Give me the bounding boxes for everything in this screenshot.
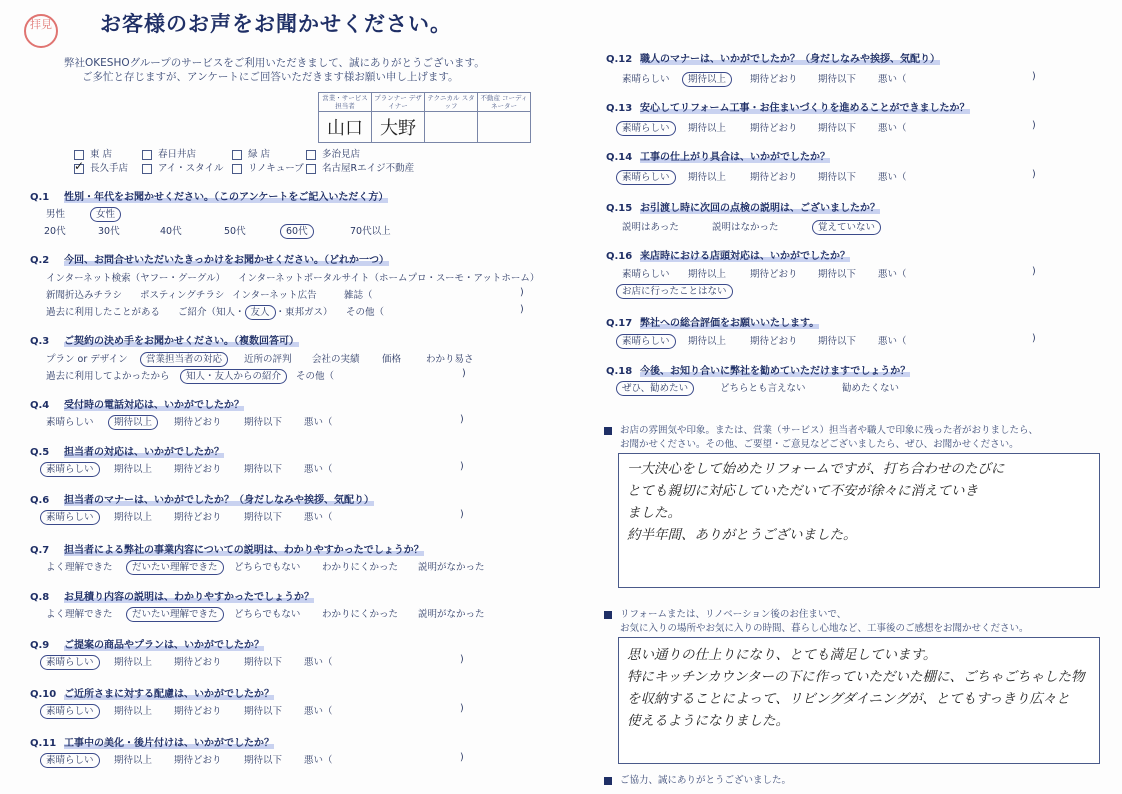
q4-option-2[interactable]: 期待どおり	[174, 417, 222, 428]
q17-close-paren: )	[1032, 333, 1036, 344]
q16-option-2[interactable]: 期待どおり	[750, 269, 798, 280]
q12-option-2[interactable]: 期待どおり	[750, 74, 798, 85]
q10-option-2[interactable]: 期待どおり	[174, 706, 222, 717]
q10-option-0[interactable]: 素晴らしい	[46, 703, 100, 717]
q3-option-5[interactable]: わかり易さ	[426, 354, 474, 365]
q3-close-paren: )	[462, 368, 466, 379]
q8-option-1[interactable]: だいたい理解できた	[132, 606, 224, 620]
staff-header-realestate: 不動産 コーディネーター	[478, 93, 531, 112]
q13-option-0[interactable]: 素晴らしい	[622, 120, 676, 134]
q16-option-4[interactable]: 悪い（	[878, 269, 907, 280]
q10-option-4[interactable]: 悪い（	[304, 706, 333, 717]
comment2-line: 特にキッチンカウンターの下に作っていただいた棚に、ごちゃごちゃした物	[627, 669, 1085, 685]
staff-technical-name[interactable]	[425, 112, 478, 143]
q4-option-3[interactable]: 期待以下	[244, 417, 283, 428]
age-option-4[interactable]: 60代	[286, 223, 314, 237]
question-q2: Q.2 今回、お問合せいただいたきっかけをお聞かせください。（どれか一つ）	[30, 255, 389, 266]
question-q1: Q.1 性別・年代をお聞かせください。（このアンケートをご記入いただく方）	[30, 192, 389, 203]
q3-option-4[interactable]: 価格	[382, 354, 402, 365]
comment1-prompt-1: お店の雰囲気や印象。または、営業（サービス）担当者や職人で印象に残った者がおりましたら、	[604, 422, 1038, 436]
comment1-line: とても親切に対応していただいて不安が徐々に消えていき	[627, 483, 978, 499]
q2-option-magazine[interactable]: 雑誌（	[344, 290, 373, 301]
q15-option-2[interactable]: 覚えていない	[818, 219, 881, 233]
q14-option-2[interactable]: 期待どおり	[750, 172, 798, 183]
comment2-line: を収納することによって、リビングダイニングが、とてもすっきり広々と	[627, 691, 1070, 707]
age-option-2[interactable]: 40代	[160, 226, 182, 237]
q7-option-3[interactable]: わかりにくかった	[322, 562, 399, 573]
staff-table	[318, 92, 531, 143]
q17-option-2[interactable]: 期待どおり	[750, 336, 798, 347]
page-title: お客様のお声をお聞かせください。	[100, 12, 452, 36]
q17-option-4[interactable]: 悪い（	[878, 336, 907, 347]
store-checkbox-5[interactable]: アイ・スタイル	[142, 160, 223, 174]
q14-option-1[interactable]: 期待以上	[688, 172, 727, 183]
q16-option-never-visited[interactable]: お店に行ったことはない	[622, 283, 733, 297]
staff-header-sales: 営業・サービス 担当者	[319, 93, 372, 112]
q16-close-paren: )	[1032, 266, 1036, 277]
q15-option-0[interactable]: 説明はあった	[622, 222, 679, 233]
comment1-line: 一大決心をして始めたリフォームですが、打ち合わせのたびに	[627, 461, 1005, 477]
q5-option-4[interactable]: 悪い（	[304, 464, 333, 475]
q5-option-3[interactable]: 期待以下	[244, 464, 283, 475]
comment2-line: 使えるようになりました。	[627, 713, 789, 729]
q14-option-0[interactable]: 素晴らしい	[622, 169, 676, 183]
q2-option-posting[interactable]: ポスティングチラシ	[140, 290, 225, 301]
q11-option-0[interactable]: 素晴らしい	[46, 752, 100, 766]
q4-option-1[interactable]: 期待以上	[114, 414, 158, 428]
q7-option-0[interactable]: よく理解できた	[46, 562, 113, 573]
q17-option-0[interactable]: 素晴らしい	[622, 333, 676, 347]
store-checkbox-6[interactable]: リノキューブ	[232, 160, 304, 174]
q11-option-3[interactable]: 期待以下	[244, 755, 283, 766]
staff-header-planner: プランナー デザイナー	[372, 93, 425, 112]
question-q14: Q.14 工事の仕上がり具合は、いかがでしたか？	[606, 152, 830, 163]
q5-option-1[interactable]: 期待以上	[114, 464, 153, 475]
q12-close-paren: )	[1032, 71, 1036, 82]
question-q8: Q.8 お見積り内容の説明は、わかりやすかったでしょうか？	[30, 592, 314, 603]
comment2-prompt-2: お気に入りの場所やお気に入りの時間、暮らし心地など、工事後のご感想をお聞かせください。	[620, 623, 1029, 634]
q6-close-paren: )	[460, 509, 464, 520]
question-q3: Q.3 ご契約の決め手をお聞かせください。（複数回答可）	[30, 336, 299, 347]
comment1-text	[619, 454, 1099, 550]
q4-option-4[interactable]: 悪い（	[304, 417, 333, 428]
q16-option-0[interactable]: 素晴らしい	[622, 269, 670, 280]
comment2-prompt-1: リフォームまたは、リノベーション後のお住まいで、	[604, 606, 846, 620]
checkbox-icon[interactable]	[232, 164, 242, 174]
store-checkbox-0[interactable]: 東 店	[74, 146, 112, 160]
checkbox-icon[interactable]	[306, 150, 316, 160]
question-q4: Q.4 受付時の電話対応は、いかがでしたか？	[30, 400, 244, 411]
q13-option-2[interactable]: 期待どおり	[750, 123, 798, 134]
question-q17: Q.17 弊社への総合評価をお願いいたします。	[606, 318, 820, 329]
q3-option-1[interactable]: 営業担当者の対応	[146, 351, 228, 365]
q16-option-3[interactable]: 期待以下	[818, 269, 857, 280]
q7-option-4[interactable]: 説明がなかった	[418, 562, 485, 573]
question-q13: Q.13 安心してリフォーム工事・お住まいづくりを進めることができましたか？	[606, 103, 970, 114]
question-q15: Q.15 お引渡し時に次回の点検の説明は、ございましたか？	[606, 203, 880, 214]
q2-option-referral[interactable]: ご紹介（知人・ 友人 ・東邦ガス）	[178, 307, 333, 318]
comment1-prompt-2: お聞かせください。その他、ご要望・ご意見などございましたら、ぜひ、お聞かせください。	[620, 439, 1019, 450]
q8-option-4[interactable]: 説明がなかった	[418, 609, 485, 620]
q2-option-portal[interactable]: インターネットポータルサイト（ホームプロ・スーモ・アットホーム）	[238, 273, 540, 284]
q13-close-paren: )	[1032, 120, 1036, 131]
q11-option-2[interactable]: 期待どおり	[174, 755, 222, 766]
staff-planner-name[interactable]: 大野	[372, 112, 425, 143]
q14-option-3[interactable]: 期待以下	[818, 172, 857, 183]
question-q16: Q.16 来店時における店頭対応は、いかがでしたか？	[606, 251, 850, 262]
age-option-1[interactable]: 30代	[98, 226, 120, 237]
q5-option-0[interactable]: 素晴らしい	[46, 461, 100, 475]
q15-option-1[interactable]: 説明はなかった	[712, 222, 779, 233]
q10-option-1[interactable]: 期待以上	[114, 706, 153, 717]
store-checkbox-4[interactable]: ✓長久手店	[74, 160, 128, 174]
approval-stamp: 拝見	[24, 14, 58, 48]
q3-option-2[interactable]: 近所の評判	[244, 354, 292, 365]
age-option-0[interactable]: 20代	[44, 226, 66, 237]
q9-option-4[interactable]: 悪い（	[304, 657, 333, 668]
comment1-box[interactable]	[618, 453, 1100, 588]
comment2-box[interactable]	[618, 637, 1100, 764]
q10-option-3[interactable]: 期待以下	[244, 706, 283, 717]
q3-option-past-good[interactable]: 過去に利用してよかったから	[46, 371, 170, 382]
question-q11: Q.11 工事中の美化・後片付けは、いかがでしたか？	[30, 738, 274, 749]
bullet-square-icon	[604, 611, 612, 619]
staff-header-technical: テクニカル スタッフ	[425, 93, 478, 112]
q16-option-1[interactable]: 期待以上	[688, 269, 727, 280]
question-q18: Q.18 今後、お知り合いに弊社を勧めていただけますでしょうか？	[606, 366, 911, 377]
q18-option-2[interactable]: 勧めたくない	[842, 383, 900, 394]
q9-option-3[interactable]: 期待以下	[244, 657, 283, 668]
checkbox-icon[interactable]	[74, 164, 84, 174]
q8-option-2[interactable]: どちらでもない	[234, 609, 301, 620]
q9-option-2[interactable]: 期待どおり	[174, 657, 222, 668]
q2-option-web-ad[interactable]: インターネット広告	[232, 290, 317, 301]
q2-option-other[interactable]: その他（	[346, 307, 385, 318]
q13-option-1[interactable]: 期待以上	[688, 123, 727, 134]
question-q10: Q.10 ご近所さまに対する配慮は、いかがでしたか？	[30, 689, 274, 700]
q6-option-2[interactable]: 期待どおり	[174, 512, 222, 523]
q2-close-paren-1: )	[520, 287, 524, 298]
checkbox-icon[interactable]	[142, 164, 152, 174]
question-q7: Q.7 担当者による弊社の事業内容についての説明は、わかりやすかったでしょうか？	[30, 545, 424, 556]
q12-option-4[interactable]: 悪い（	[878, 74, 907, 85]
checkbox-icon[interactable]	[306, 164, 316, 174]
intro-line-1: 弊社OKESHOグループのサービスをご利用いただきまして、誠にありがとうございます。	[64, 57, 485, 69]
store-checkbox-1[interactable]: 春日井店	[142, 146, 196, 160]
q9-option-0[interactable]: 素晴らしい	[46, 654, 100, 668]
q8-option-0[interactable]: よく理解できた	[46, 609, 113, 620]
q2-close-paren-2: )	[520, 304, 524, 315]
q4-close-paren: )	[460, 414, 464, 425]
comment1-line: ました。	[627, 505, 681, 521]
age-option-5[interactable]: 70代以上	[350, 226, 391, 237]
store-checkbox-3[interactable]: 多治見店	[306, 146, 360, 160]
q13-option-3[interactable]: 期待以下	[818, 123, 857, 134]
question-q9: Q.9 ご提案の商品やプランは、いかがでしたか？	[30, 640, 264, 651]
comment2-text	[619, 638, 1099, 738]
q7-option-1[interactable]: だいたい理解できた	[132, 559, 224, 573]
q11-close-paren: )	[460, 752, 464, 763]
checkbox-icon[interactable]	[142, 150, 152, 160]
q17-option-1[interactable]: 期待以上	[688, 336, 727, 347]
q7-option-2[interactable]: どちらでもない	[234, 562, 301, 573]
question-q5: Q.5 担当者の対応は、いかがでしたか？	[30, 447, 224, 458]
q13-option-4[interactable]: 悪い（	[878, 123, 907, 134]
q2-option-past-use[interactable]: 過去に利用したことがある	[46, 307, 161, 318]
comment1-line: 約半年間、ありがとうございました。	[627, 527, 857, 543]
gender-male-option[interactable]: 男性	[46, 209, 66, 220]
staff-realestate-name[interactable]	[478, 112, 531, 143]
q12-option-3[interactable]: 期待以下	[818, 74, 857, 85]
footer-thanks: ご協力、誠にありがとうございました。	[604, 772, 791, 786]
q10-close-paren: )	[460, 703, 464, 714]
q3-option-friend-referral[interactable]: 知人・友人からの紹介	[186, 368, 287, 382]
q4-option-0[interactable]: 素晴らしい	[46, 417, 94, 428]
store-checkbox-7[interactable]: 名古屋Rエイジ不動産	[306, 160, 414, 174]
q6-option-4[interactable]: 悪い（	[304, 512, 333, 523]
q9-option-1[interactable]: 期待以上	[114, 657, 153, 668]
q18-option-0[interactable]: ぜひ、勧めたい	[622, 380, 694, 394]
q18-option-1[interactable]: どちらとも言えない	[720, 383, 806, 394]
q14-option-4[interactable]: 悪い（	[878, 172, 907, 183]
q6-option-3[interactable]: 期待以下	[244, 512, 283, 523]
q11-option-1[interactable]: 期待以上	[114, 755, 153, 766]
q9-close-paren: )	[460, 654, 464, 665]
store-checkbox-2[interactable]: 緑 店	[232, 146, 270, 160]
question-q6: Q.6 担当者のマナーは、いかがでしたか？（身だしなみや挨拶、気配り）	[30, 495, 374, 506]
q3-option-other[interactable]: その他（	[296, 371, 335, 382]
q3-option-0[interactable]: プラン or デザイン	[46, 354, 128, 365]
q2-option-search[interactable]: インターネット検索（ヤフー・グーグル）	[46, 273, 226, 284]
q8-option-3[interactable]: わかりにくかった	[322, 609, 399, 620]
q11-option-4[interactable]: 悪い（	[304, 755, 333, 766]
question-q12: Q.12 職人のマナーは、いかがでしたか？（身だしなみや挨拶、気配り）	[606, 54, 940, 65]
q14-close-paren: )	[1032, 169, 1036, 180]
checkbox-icon[interactable]	[232, 150, 242, 160]
q12-option-1[interactable]: 期待以上	[688, 71, 732, 85]
q5-option-2[interactable]: 期待どおり	[174, 464, 222, 475]
age-option-3[interactable]: 50代	[224, 226, 246, 237]
q3-option-3[interactable]: 会社の実績	[312, 354, 360, 365]
q2-option-newspaper[interactable]: 新聞折込みチラシ	[46, 290, 123, 301]
comment2-line: 思い通りの仕上りになり、とても満足しています。	[627, 647, 937, 663]
bullet-square-icon	[604, 777, 612, 785]
q6-option-0[interactable]: 素晴らしい	[46, 509, 100, 523]
q5-close-paren: )	[460, 461, 464, 472]
q12-option-0[interactable]: 素晴らしい	[622, 74, 670, 85]
q17-option-3[interactable]: 期待以下	[818, 336, 857, 347]
gender-answer[interactable]: 女性	[96, 206, 121, 220]
staff-sales-name[interactable]: 山口	[319, 112, 372, 143]
intro-line-2: ご多忙と存じますが、アンケートにご回答いただきます様お願い申し上げます。	[82, 71, 459, 83]
bullet-square-icon	[604, 427, 612, 435]
q6-option-1[interactable]: 期待以上	[114, 512, 153, 523]
